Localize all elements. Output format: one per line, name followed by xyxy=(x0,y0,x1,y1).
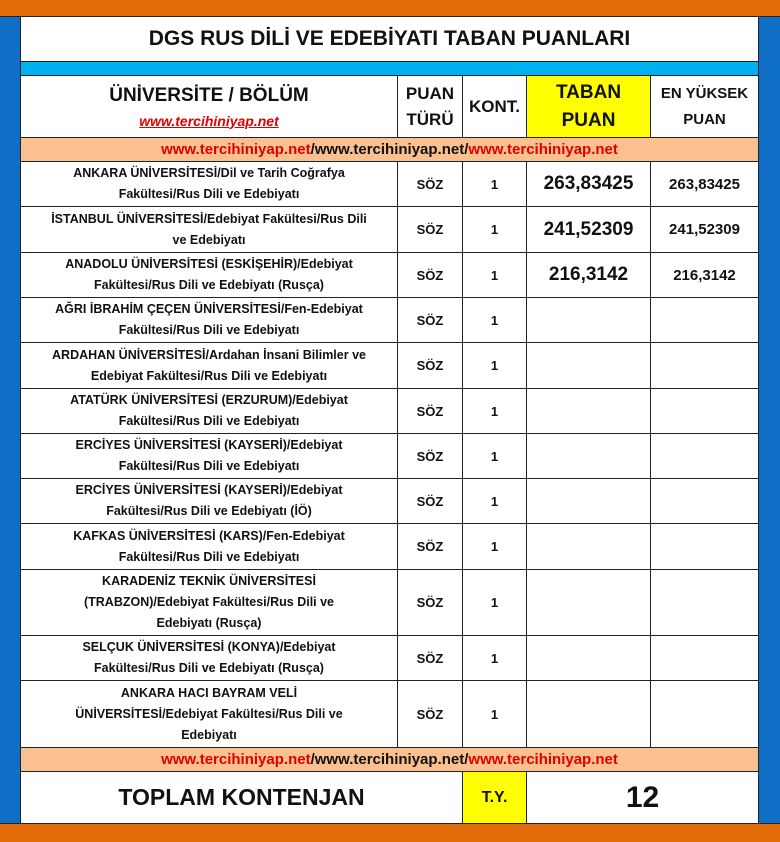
score-type-cell xyxy=(398,434,463,478)
quota-cell xyxy=(463,636,527,680)
quota: 1 xyxy=(490,312,499,328)
quota: 1 xyxy=(490,448,499,464)
quota-cell xyxy=(463,389,527,433)
university-department-line: KAFKAS ÜNİVERSİTESİ (KARS)/Fen-Edebiyat xyxy=(73,528,345,543)
header-site-link[interactable]: www.tercihiniyap.net xyxy=(139,112,279,129)
score-type: SÖZ xyxy=(416,595,444,610)
header-max-score-line1: EN YÜKSEK xyxy=(660,84,749,102)
site-link-band-top xyxy=(21,138,758,162)
university-department-cell xyxy=(21,298,398,342)
university-department-line: Fakültesi/Rus Dili ve Edebiyatı (İÖ) xyxy=(106,504,312,518)
university-department-line: ARDAHAN ÜNİVERSİTESİ/Ardahan İnsani Bilimler ve xyxy=(52,347,366,362)
quota-cell xyxy=(463,253,527,297)
university-department-line: Fakültesi/Rus Dili ve Edebiyatı xyxy=(118,323,300,337)
title-divider-band xyxy=(21,62,758,76)
score-type: SÖZ xyxy=(416,312,444,328)
score-type-cell xyxy=(398,298,463,342)
university-department-cell xyxy=(21,434,398,478)
separator: / xyxy=(310,141,315,158)
quota-cell xyxy=(463,162,527,206)
site-link[interactable]: www.tercihiniyap.net xyxy=(161,751,311,768)
university-department-cell xyxy=(21,162,398,206)
university-department-line: ANKARA ÜNİVERSİTESİ/Dil ve Tarih Coğrafya xyxy=(73,166,345,180)
base-score-cell xyxy=(527,636,651,680)
max-score-cell xyxy=(651,479,758,523)
university-department-line: ERCİYES ÜNİVERSİTESİ (KAYSERİ)/Edebiyat xyxy=(75,483,343,497)
table-row xyxy=(21,570,758,636)
max-score: 216,3142 xyxy=(673,266,736,284)
quota: 1 xyxy=(490,267,499,283)
quota-cell xyxy=(463,207,527,252)
quota: 1 xyxy=(490,403,499,419)
quota-cell xyxy=(463,681,527,747)
table-row xyxy=(21,343,758,389)
site-link[interactable]: www.tercihiniyap.net xyxy=(314,141,465,158)
table-row xyxy=(21,434,758,479)
score-type-cell xyxy=(398,207,463,252)
quota-cell xyxy=(463,479,527,523)
max-score-cell xyxy=(651,434,758,478)
header-university-label: ÜNİVERSİTE / BÖLÜM xyxy=(109,84,309,106)
header-score-type xyxy=(398,76,463,137)
university-department-cell xyxy=(21,207,398,252)
base-score-cell xyxy=(527,681,651,747)
quota: 1 xyxy=(490,493,499,509)
university-department-line: ANKARA HACI BAYRAM VELİ xyxy=(120,685,298,700)
university-department-line: Fakültesi/Rus Dili ve Edebiyatı xyxy=(118,459,300,473)
base-score-cell xyxy=(527,389,651,433)
score-type-cell xyxy=(398,162,463,206)
table-row xyxy=(21,681,758,748)
university-department-line: Edebiyatı (Rusça) xyxy=(156,616,262,630)
university-department-line: Fakültesi/Rus Dili ve Edebiyatı (Rusça) xyxy=(94,278,324,292)
header-base-score xyxy=(527,76,651,137)
table-row xyxy=(21,207,758,253)
site-link-band-bottom xyxy=(21,748,758,772)
site-link[interactable]: www.tercihiniyap.net xyxy=(161,141,311,158)
university-department-line: Edebiyat Fakültesi/Rus Dili ve Edebiyatı xyxy=(90,368,328,383)
base-score-cell xyxy=(527,207,651,252)
university-department-line: Fakültesi/Rus Dili ve Edebiyatı xyxy=(118,414,300,428)
table-row xyxy=(21,524,758,570)
quota: 1 xyxy=(490,706,499,722)
score-type: SÖZ xyxy=(416,403,444,419)
header-university xyxy=(21,76,398,137)
university-department-cell xyxy=(21,636,398,680)
university-department-line: ÜNİVERSİTESİ/Edebiyat Fakültesi/Rus Dili ve xyxy=(75,706,343,721)
total-value-cell xyxy=(527,772,758,823)
score-type-cell xyxy=(398,681,463,747)
header-base-score-line1: TABAN xyxy=(555,81,622,103)
quota: 1 xyxy=(490,358,499,373)
total-quota-row xyxy=(21,772,758,823)
quota: 1 xyxy=(490,222,499,237)
score-type: SÖZ xyxy=(416,539,444,554)
university-department-cell xyxy=(21,681,398,747)
university-department-line: ANADOLU ÜNİVERSİTESİ (ESKİŞEHİR)/Edebiyat xyxy=(65,257,353,271)
base-score-cell xyxy=(527,298,651,342)
score-type: SÖZ xyxy=(416,650,444,666)
header-score-type-line1: PUAN xyxy=(405,83,455,103)
max-score-cell xyxy=(651,636,758,680)
score-type: SÖZ xyxy=(416,493,444,509)
score-type: SÖZ xyxy=(416,176,444,192)
quota-cell xyxy=(463,434,527,478)
quota-cell xyxy=(463,570,527,635)
max-score: 263,83425 xyxy=(669,175,740,193)
university-department-line: Fakültesi/Rus Dili ve Edebiyatı xyxy=(118,187,300,201)
university-department-line: Fakültesi/Rus Dili ve Edebiyatı (Rusça) xyxy=(94,661,324,675)
header-quota xyxy=(463,76,527,137)
university-department-line: İSTANBUL ÜNİVERSİTESİ/Edebiyat Fakültesi/Rus Dili xyxy=(51,211,367,226)
max-score-cell xyxy=(651,524,758,569)
university-department-line: AĞRI İBRAHİM ÇEÇEN ÜNİVERSİTESİ/Fen-Edebiyat xyxy=(55,302,363,316)
score-type-cell xyxy=(398,253,463,297)
score-type-cell xyxy=(398,570,463,635)
score-type-cell xyxy=(398,479,463,523)
university-department-cell xyxy=(21,570,398,635)
university-department-cell xyxy=(21,253,398,297)
total-type: T.Y. xyxy=(481,788,508,806)
quota-cell xyxy=(463,343,527,388)
base-score-cell xyxy=(527,479,651,523)
base-score: 216,3142 xyxy=(548,264,629,285)
table-header xyxy=(21,76,758,138)
header-quota-label: KONT. xyxy=(469,96,520,116)
score-type-cell xyxy=(398,636,463,680)
separator: / xyxy=(464,751,469,768)
university-department-cell xyxy=(21,389,398,433)
total-type-cell xyxy=(463,772,527,823)
score-type: SÖZ xyxy=(416,706,444,722)
base-score-cell xyxy=(527,524,651,569)
max-score-cell xyxy=(651,681,758,747)
score-type-cell xyxy=(398,343,463,388)
max-score-cell xyxy=(651,253,758,297)
total-label-cell xyxy=(21,772,463,823)
score-type: SÖZ xyxy=(416,267,444,283)
table-row xyxy=(21,298,758,343)
site-link[interactable]: www.tercihiniyap.net xyxy=(314,751,465,768)
max-score: 241,52309 xyxy=(669,221,740,238)
score-type: SÖZ xyxy=(416,358,444,373)
bottom-frame-bar xyxy=(0,823,780,842)
quota-cell xyxy=(463,524,527,569)
quota: 1 xyxy=(490,650,499,666)
base-score-cell xyxy=(527,570,651,635)
table-row xyxy=(21,253,758,298)
university-department-cell xyxy=(21,524,398,569)
score-type: SÖZ xyxy=(416,222,444,237)
table-row xyxy=(21,636,758,681)
university-department-line: Fakültesi/Rus Dili ve Edebiyatı xyxy=(118,549,300,564)
total-value: 12 xyxy=(625,780,660,814)
max-score-cell xyxy=(651,298,758,342)
university-department-line: ERCİYES ÜNİVERSİTESİ (KAYSERİ)/Edebiyat xyxy=(75,438,343,452)
header-score-type-line2: TÜRÜ xyxy=(406,109,454,129)
quota: 1 xyxy=(490,595,499,610)
header-max-score-line2: PUAN xyxy=(683,110,726,128)
top-frame-bar xyxy=(0,0,780,17)
base-score-cell xyxy=(527,343,651,388)
university-department-cell xyxy=(21,343,398,388)
base-score: 241,52309 xyxy=(543,218,634,240)
base-score-cell xyxy=(527,253,651,297)
max-score-cell xyxy=(651,389,758,433)
university-department-line: (TRABZON)/Edebiyat Fakültesi/Rus Dili ve xyxy=(83,595,335,609)
quota: 1 xyxy=(490,176,499,192)
site-link[interactable]: www.tercihiniyap.net xyxy=(468,751,618,768)
max-score-cell xyxy=(651,162,758,206)
max-score-cell xyxy=(651,343,758,388)
score-type-cell xyxy=(398,389,463,433)
header-max-score xyxy=(651,76,758,137)
university-department-cell xyxy=(21,479,398,523)
base-score-cell xyxy=(527,434,651,478)
university-department-line: Edebiyatı xyxy=(181,727,237,742)
quota-cell xyxy=(463,298,527,342)
score-table xyxy=(20,17,759,823)
score-type-cell xyxy=(398,524,463,569)
separator: / xyxy=(310,751,315,768)
site-link[interactable]: www.tercihiniyap.net xyxy=(468,141,618,158)
max-score-cell xyxy=(651,570,758,635)
base-score-cell xyxy=(527,162,651,206)
university-department-line: ve Edebiyatı xyxy=(172,232,246,247)
university-department-line: SELÇUK ÜNİVERSİTESİ (KONYA)/Edebiyat xyxy=(82,640,336,654)
total-label: TOPLAM KONTENJAN xyxy=(118,784,365,810)
table-row xyxy=(21,162,758,207)
score-type: SÖZ xyxy=(416,448,444,464)
university-department-line: ATATÜRK ÜNİVERSİTESİ (ERZURUM)/Edebiyat xyxy=(70,393,348,407)
base-score: 263,83425 xyxy=(543,173,634,194)
university-department-line: KARADENİZ TEKNİK ÜNİVERSİTESİ xyxy=(102,574,316,588)
page-title: DGS RUS DİLİ VE EDEBİYATI TABAN PUANLARI xyxy=(21,17,758,62)
quota: 1 xyxy=(490,539,499,554)
table-row xyxy=(21,479,758,524)
table-row xyxy=(21,389,758,434)
max-score-cell xyxy=(651,207,758,252)
separator: / xyxy=(464,141,469,158)
header-base-score-line2: PUAN xyxy=(561,109,616,131)
